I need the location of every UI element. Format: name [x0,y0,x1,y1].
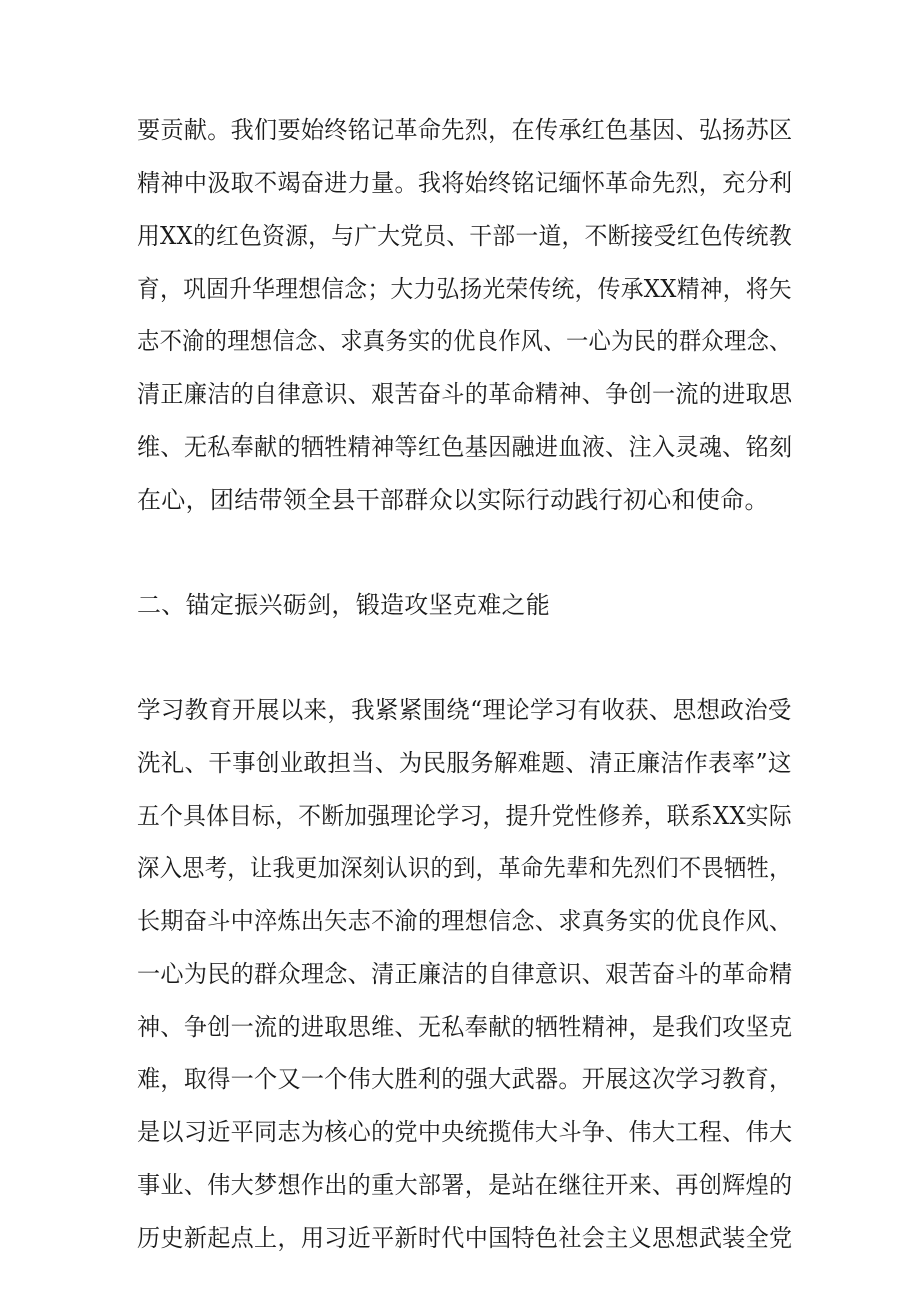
text-line: 要贡献。我们要始终铭记革命先烈，在传承红色基因、弘扬苏区 [137,116,793,144]
text-line: 用XX的红色资源，与广大党员、干部一道，不断接受红色传统教 [137,222,792,250]
text-line: 神、争创一流的进取思维、无私奉献的牺牲精神，是我们攻坚克 [137,1013,793,1041]
text-line: 一心为民的群众理念、清正廉洁的自律意识、艰苦奋斗的革命精 [137,960,793,988]
text-line: 长期奋斗中淬炼出矢志不渝的理想信念、求真务实的优良作风、 [137,907,793,935]
text-line: 事业、伟大梦想作出的重大部署，是站在继往开来、再创辉煌的 [137,1171,793,1199]
text-line: 清正廉洁的自律意识、艰苦奋斗的革命精神、争创一流的进取思 [137,380,793,408]
section-heading: 二、锚定振兴砺剑，锻造攻坚克难之能 [137,591,551,619]
text-line: 洗礼、干事创业敢担当、为民服务解难题、清正廉洁作表率”这 [137,749,792,777]
text-line: 是以习近平同志为核心的党中央统揽伟大斗争、伟大工程、伟大 [137,1118,793,1146]
text-line: 历史新起点上，用习近平新时代中国特色社会主义思想武装全党 [137,1224,793,1252]
text-line: 难，取得一个又一个伟大胜利的强大武器。开展这次学习教育， [137,1065,793,1093]
text-line: 维、无私奉献的牺牲精神等红色基因融进血液、注入灵魂、铭刻 [137,433,793,461]
text-line: 深入思考，让我更加深刻认识的到，革命先辈和先烈们不畏牺牲， [137,854,792,882]
text-line: 志不渝的理想信念、求真务实的优良作风、一心为民的群众理念、 [137,327,792,355]
text-line: 五个具体目标，不断加强理论学习，提升党性修养，联系XX实际 [137,802,792,830]
text-line: 精神中汲取不竭奋进力量。我将始终铭记缅怀革命先烈，充分利 [137,169,793,197]
text-line: 学习教育开展以来，我紧紧围绕“理论学习有收获、思想政治受 [137,696,792,724]
text-line: 育，巩固升华理想信念；大力弘扬光荣传统，传承XX精神，将矢 [137,275,792,303]
text-line: 在心，团结带领全县干部群众以实际行动践行初心和使命。 [137,486,769,514]
